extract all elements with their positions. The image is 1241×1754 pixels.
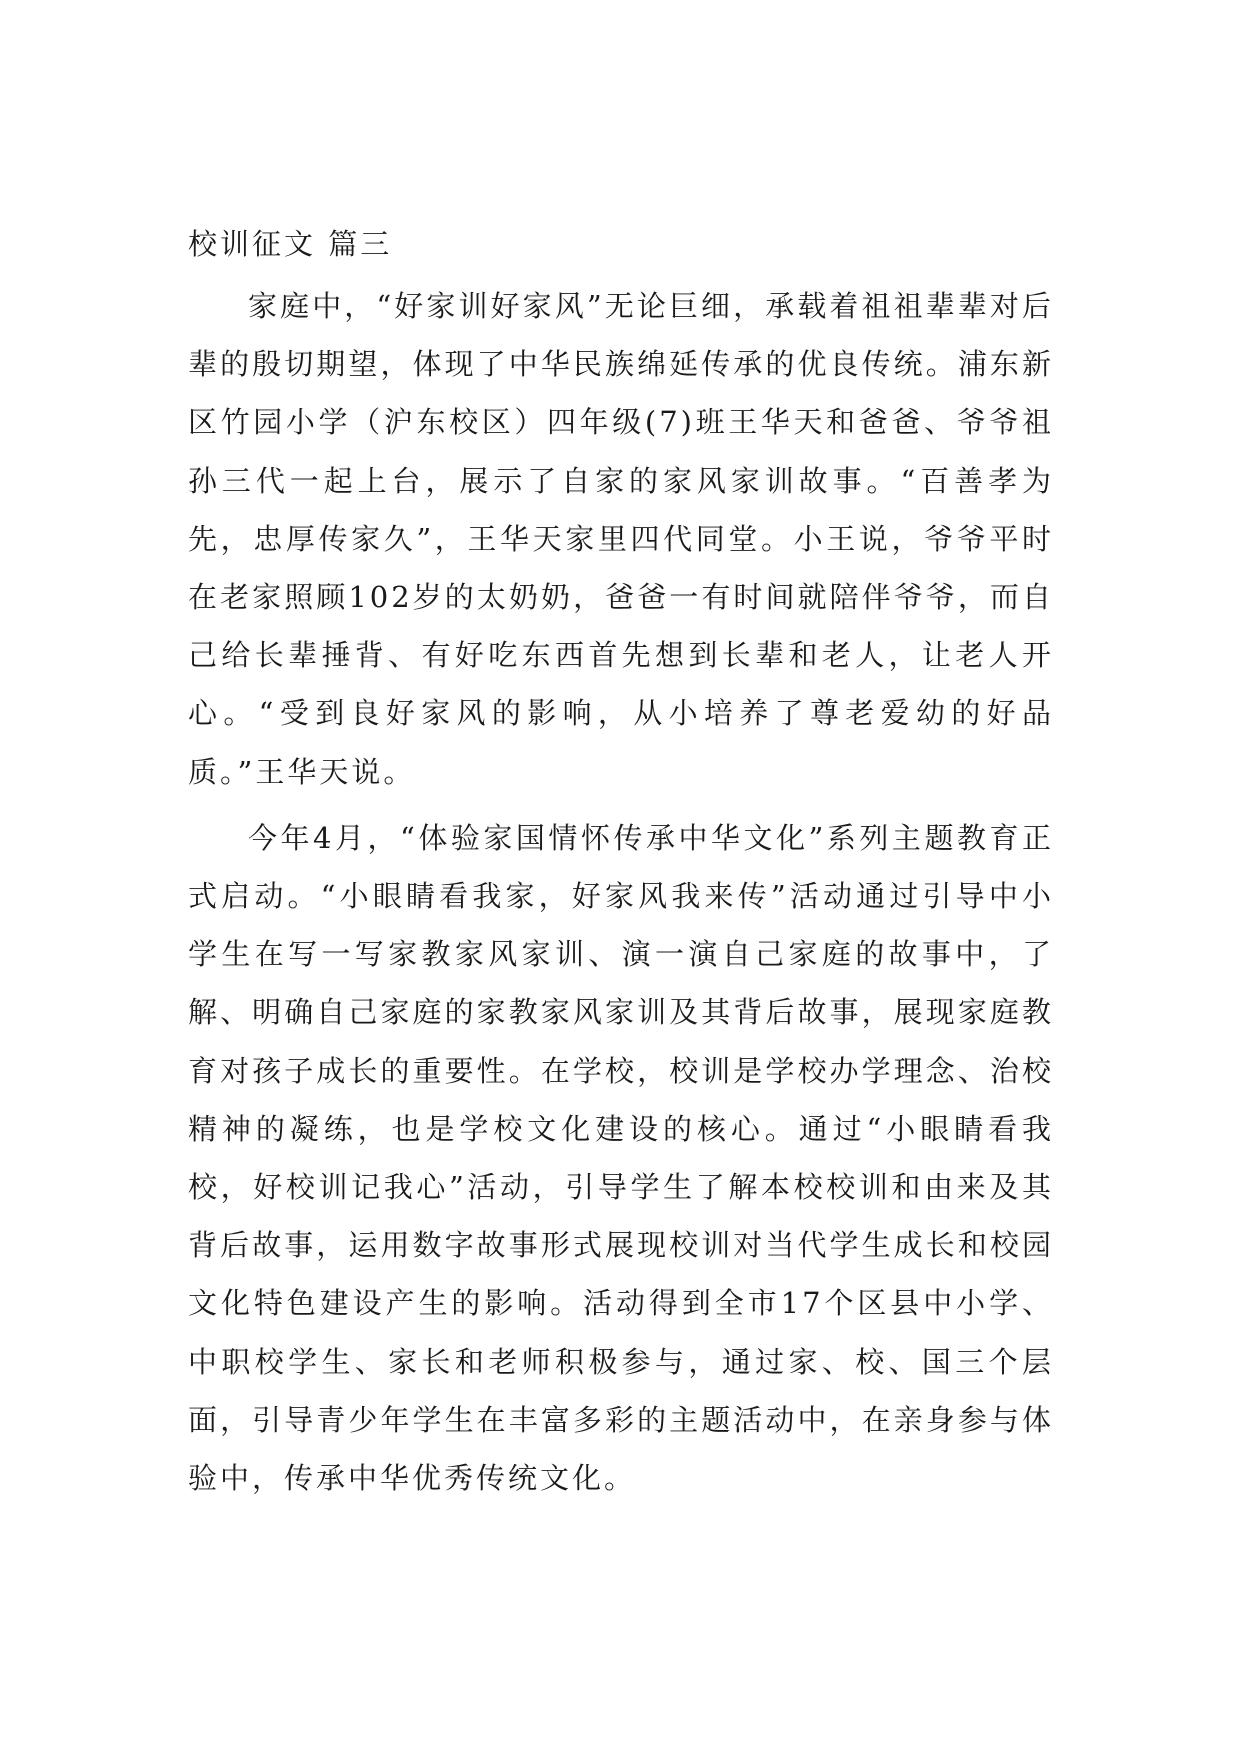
paragraph-family-tradition: 家庭中，“好家训好家风”无论巨细，承载着祖祖辈辈对后辈的殷切期望，体现了中华民族绵延传承的优良传统。浦东新区竹园小学（沪东校区）四年级(7)班王华天和爸爸、爷爷祖孙三代一起上台，展示了自家的家风家训故事。“百善孝为先，忠厚传家久”，王华天家里四代同堂。小王说，爷爷平时在老家照顾102岁的太奶奶，爸爸一有时间就陪伴爷爷，而自己给长辈捶背、有好吃东西首先想到长辈和老人，让老人开心。“受到良好家风的影响，从小培养了尊老爱幼的好品质。”王华天说。 bbox=[188, 289, 1054, 789]
document-body bbox=[188, 219, 1054, 1507]
paragraph-education-campaign: 今年4月，“体验家国情怀传承中华文化”系列主题教育正式启动。“小眼睛看我家，好家风我来传”活动通过引导中小学生在写一写家教家风家训、演一演自己家庭的故事中，了解、明确自己家庭的家教家风家训及其背后故事，展现家庭教育对孩子成长的重要性。在学校，校训是学校办学理念、治校精神的凝练，也是学校文化建设的核心。通过“小眼睛看我校，好校训记我心”活动，引导学生了解本校校训和由来及其背后故事，运用数字故事形式展现校训对当代学生成长和校园文化特色建设产生的影响。活动得到全市17个区县中小学、中职校学生、家长和老师积极参与，通过家、校、国三个层面，引导青少年学生在丰富多彩的主题活动中，在亲身参与体验中，传承中华优秀传统文化。 bbox=[188, 820, 1054, 1496]
document-title: 校训征文 篇三 bbox=[188, 227, 393, 261]
